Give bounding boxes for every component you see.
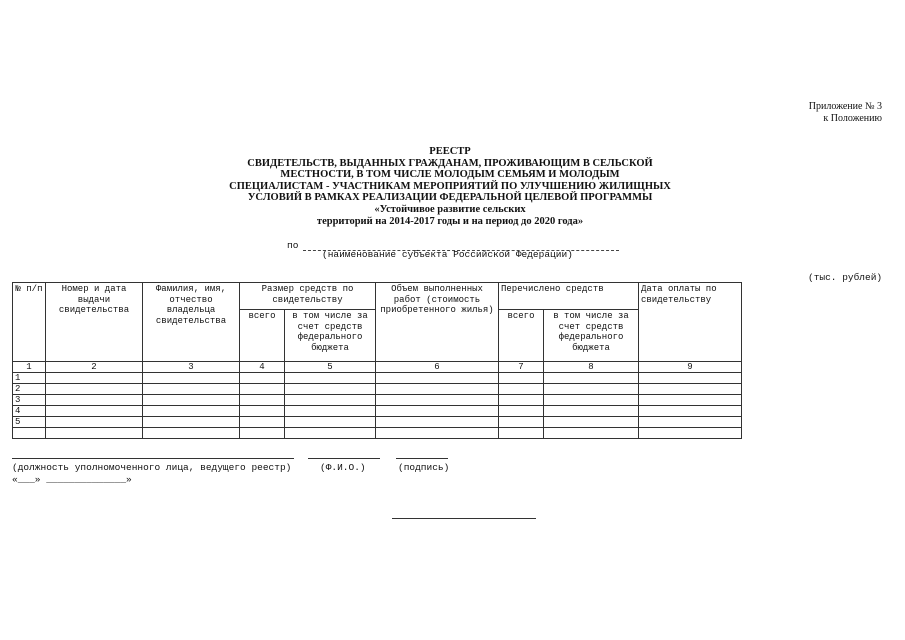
table-cell bbox=[376, 417, 499, 428]
position-line bbox=[12, 458, 294, 459]
table-cell bbox=[544, 373, 639, 384]
region-caption: (наименование субъекта Российской Федерации) bbox=[322, 249, 573, 260]
table-cell bbox=[499, 384, 544, 395]
table-cell bbox=[46, 406, 143, 417]
column-number: 6 bbox=[376, 362, 499, 373]
table-cell bbox=[143, 373, 240, 384]
header-work-volume: Объем выполненных работ (стоимость приобретенного жилья) bbox=[376, 283, 499, 362]
table-cell bbox=[639, 373, 742, 384]
table-cell bbox=[46, 417, 143, 428]
header-funds-federal: в том числе за счет средств федерального бюджета bbox=[285, 310, 376, 362]
table-cell bbox=[499, 417, 544, 428]
table-cell bbox=[544, 384, 639, 395]
header-certificate: Номер и дата выдачи свидетельства bbox=[46, 283, 143, 362]
table-cell bbox=[240, 417, 285, 428]
table-cell bbox=[240, 406, 285, 417]
table-row bbox=[13, 406, 742, 417]
signature-lines bbox=[12, 458, 462, 460]
header-row bbox=[13, 283, 742, 310]
table-cell bbox=[46, 428, 143, 439]
table-cell bbox=[499, 373, 544, 384]
table-cell bbox=[376, 373, 499, 384]
title-line-3: МЕСТНОСТИ, В ТОМ ЧИСЛЕ МОЛОДЫМ СЕМЬЯМ И МОЛОДЫМ bbox=[280, 169, 620, 181]
table-cell bbox=[143, 395, 240, 406]
appendix-note bbox=[770, 101, 882, 125]
table-cell bbox=[285, 395, 376, 406]
header-transferred: Перечислено средств bbox=[499, 283, 639, 310]
table-cell bbox=[285, 406, 376, 417]
table-row bbox=[13, 395, 742, 406]
region-prefix: по bbox=[287, 240, 299, 251]
table-cell bbox=[240, 428, 285, 439]
position-caption: (должность уполномоченного лица, ведущего реестр) bbox=[12, 462, 292, 473]
table-cell bbox=[376, 428, 499, 439]
table-cell bbox=[376, 384, 499, 395]
title-line-2: СВИДЕТЕЛЬСТВ, ВЫДАННЫХ ГРАЖДАНАМ, ПРОЖИВАЮЩИМ В СЕЛЬСКОЙ bbox=[247, 157, 653, 169]
table-cell bbox=[376, 406, 499, 417]
table-cell bbox=[544, 428, 639, 439]
table-row bbox=[13, 384, 742, 395]
table-cell bbox=[46, 395, 143, 406]
table-cell bbox=[544, 417, 639, 428]
sign-caption: (подпись) bbox=[398, 462, 450, 473]
header-payment-date: Дата оплаты по свидетельству bbox=[639, 283, 742, 362]
appendix-line-1: Приложение № 3 bbox=[808, 101, 882, 112]
column-number: 2 bbox=[46, 362, 143, 373]
row-number: 5 bbox=[13, 417, 46, 428]
name-caption: (Ф.И.О.) bbox=[320, 462, 366, 473]
row-number bbox=[13, 428, 46, 439]
table-cell bbox=[499, 428, 544, 439]
registry-table bbox=[12, 282, 742, 439]
sign-line bbox=[396, 458, 448, 459]
table-cell bbox=[240, 373, 285, 384]
table-cell bbox=[46, 373, 143, 384]
row-number: 4 bbox=[13, 406, 46, 417]
table-cell bbox=[46, 384, 143, 395]
column-number: 7 bbox=[499, 362, 544, 373]
title-line-6: «Устойчивое развитие сельских bbox=[374, 203, 526, 215]
header-funds-size: Размер средств по свидетельству bbox=[240, 283, 376, 310]
column-number: 8 bbox=[544, 362, 639, 373]
table-cell bbox=[285, 428, 376, 439]
header-transferred-federal: в том числе за счет средств федерального бюджета bbox=[544, 310, 639, 362]
name-line bbox=[308, 458, 380, 459]
column-number: 4 bbox=[240, 362, 285, 373]
table-cell bbox=[143, 428, 240, 439]
title-line-5: УСЛОВИЙ В РАМКАХ РЕАЛИЗАЦИИ ФЕДЕРАЛЬНОЙ ЦЕЛЕВОЙ ПРОГРАММЫ bbox=[247, 192, 653, 204]
table-cell bbox=[143, 384, 240, 395]
bottom-divider bbox=[392, 518, 536, 519]
row-number: 1 bbox=[13, 373, 46, 384]
table-cell bbox=[499, 395, 544, 406]
header-number: № п/п bbox=[13, 283, 46, 362]
table-cell bbox=[143, 417, 240, 428]
table-cell bbox=[639, 417, 742, 428]
header-owner: Фамилия, имя, отчество владельца свидетельства bbox=[143, 283, 240, 362]
table-cell bbox=[639, 384, 742, 395]
table-cell bbox=[544, 395, 639, 406]
column-number: 1 bbox=[13, 362, 46, 373]
document-title bbox=[200, 146, 700, 227]
table-cell bbox=[240, 384, 285, 395]
table-cell bbox=[639, 406, 742, 417]
table-cell bbox=[240, 395, 285, 406]
table-cell bbox=[285, 373, 376, 384]
row-number: 2 bbox=[13, 384, 46, 395]
column-number: 5 bbox=[285, 362, 376, 373]
title-line-4: СПЕЦИАЛИСТАМ - УЧАСТНИКАМ МЕРОПРИЯТИЙ ПО УЛУЧШЕНИЮ ЖИЛИЩНЫХ bbox=[229, 180, 671, 192]
table-row bbox=[13, 373, 742, 384]
table-cell bbox=[499, 406, 544, 417]
row-number: 3 bbox=[13, 395, 46, 406]
table-cell bbox=[285, 417, 376, 428]
table-cell bbox=[143, 406, 240, 417]
column-number-row bbox=[13, 362, 742, 373]
table-cell bbox=[376, 395, 499, 406]
table-cell bbox=[639, 395, 742, 406]
header-funds-total: всего bbox=[240, 310, 285, 362]
table-row bbox=[13, 417, 742, 428]
table-cell bbox=[544, 406, 639, 417]
column-number: 9 bbox=[639, 362, 742, 373]
table-cell bbox=[639, 428, 742, 439]
appendix-line-2: к Положению bbox=[823, 113, 882, 124]
table-cell bbox=[285, 384, 376, 395]
date-field: «___» ______________» bbox=[12, 474, 132, 485]
units-label: (тыс. рублей) bbox=[808, 272, 883, 283]
table-row bbox=[13, 428, 742, 439]
header-transferred-total: всего bbox=[499, 310, 544, 362]
title-line-1: РЕЕСТР bbox=[429, 146, 471, 157]
column-number: 3 bbox=[143, 362, 240, 373]
title-line-7: территорий на 2014-2017 годы и на период до 2020 года» bbox=[316, 215, 584, 227]
